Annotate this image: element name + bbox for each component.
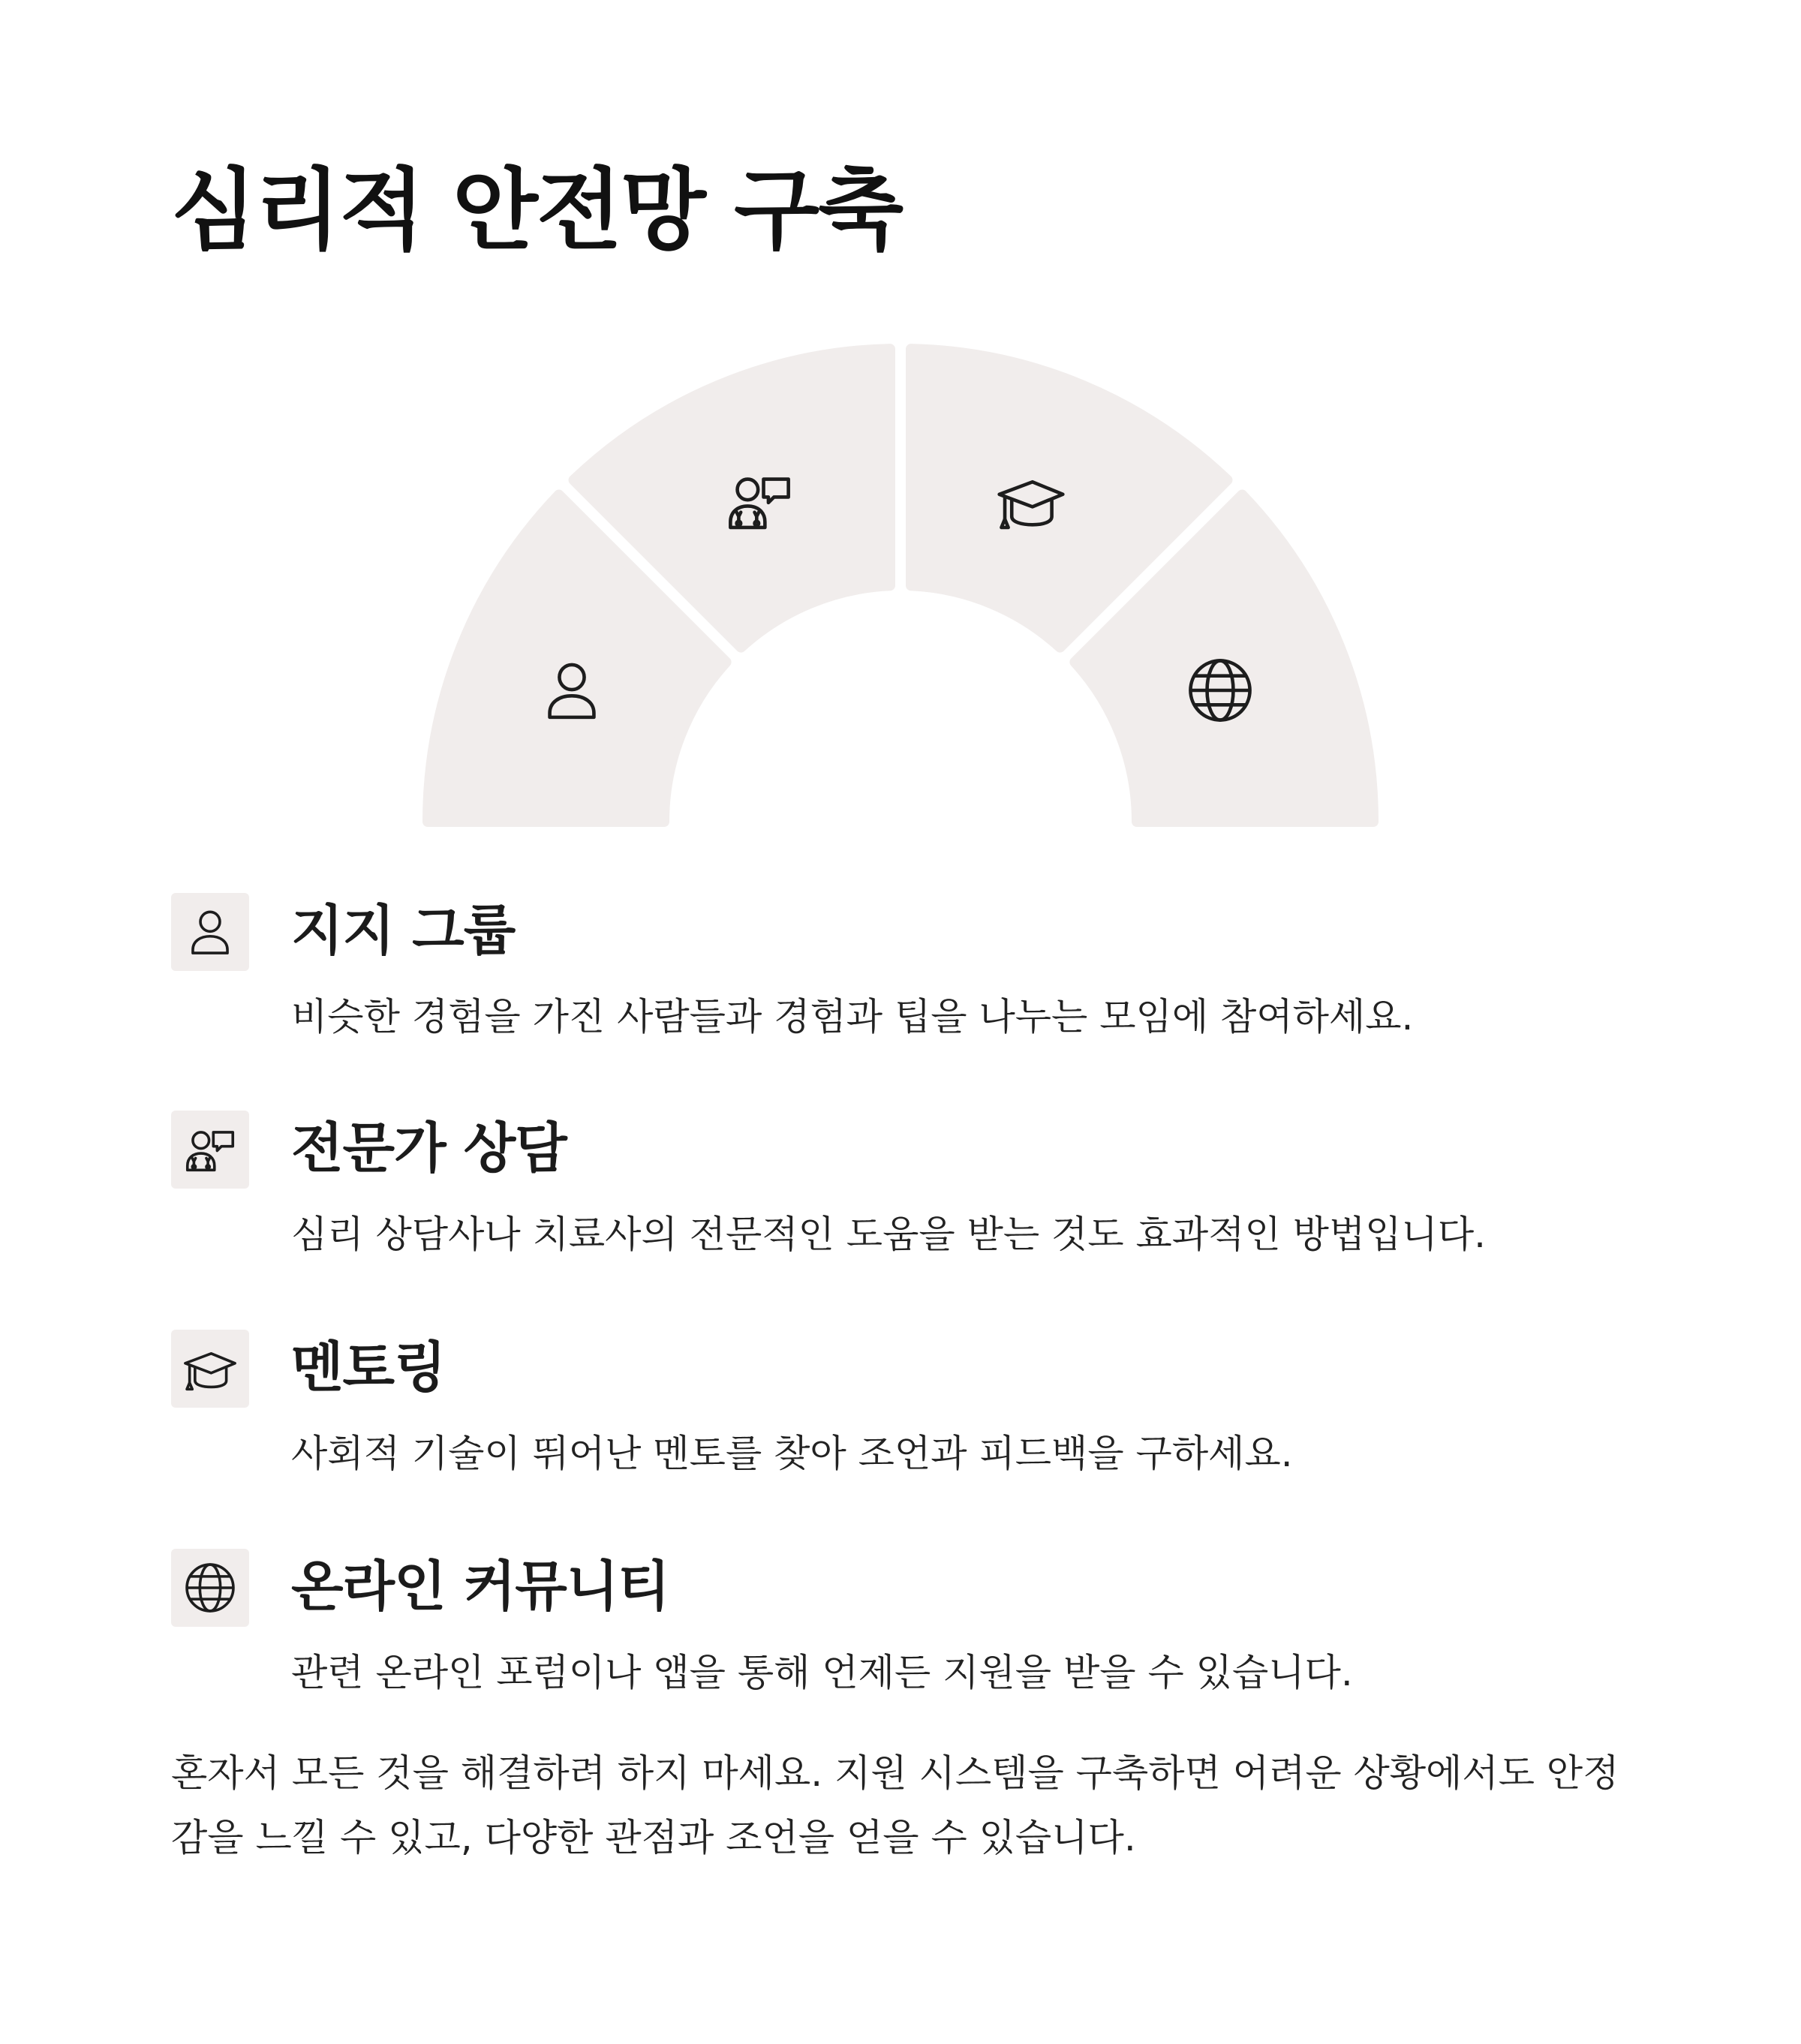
summary-text: 혼자서 모든 것을 해결하려 하지 마세요. 지원 시스템을 구축하면 어려운 상황에서도 안정감을 느낄 수 있고, 다양한 관점과 조언을 얻을 수 있습니다. xyxy=(171,1751,1619,1859)
counselor-icon xyxy=(183,1123,237,1177)
badge xyxy=(171,1549,249,1627)
item-description: 사회적 기술이 뛰어난 멘토를 찾아 조언과 피드백을 구하세요. xyxy=(291,1432,1293,1475)
item-description: 심리 상담사나 치료사의 전문적인 도움을 받는 것도 효과적인 방법입니다. xyxy=(291,1213,1487,1256)
item-heading: 전문가 상담 xyxy=(291,1117,567,1180)
semicircle-diagram xyxy=(0,0,1801,848)
badge xyxy=(171,893,249,971)
item-description: 관련 온라인 포럼이나 앱을 통해 언제든 지원을 받을 수 있습니다. xyxy=(291,1651,1353,1694)
graduation-cap-icon xyxy=(183,1342,237,1396)
person-icon xyxy=(183,905,237,959)
item-description: 비슷한 경험을 가진 사람들과 경험과 팁을 나누는 모임에 참여하세요. xyxy=(291,995,1414,1039)
badge xyxy=(171,1330,249,1408)
item-heading: 멘토링 xyxy=(291,1336,446,1399)
item-heading: 온라인 커뮤니티 xyxy=(291,1555,669,1618)
globe-icon xyxy=(183,1561,237,1615)
page-title: 심리적 안전망 구축 xyxy=(171,158,903,262)
badge xyxy=(171,1111,249,1189)
item-heading: 지지 그룹 xyxy=(291,899,516,962)
